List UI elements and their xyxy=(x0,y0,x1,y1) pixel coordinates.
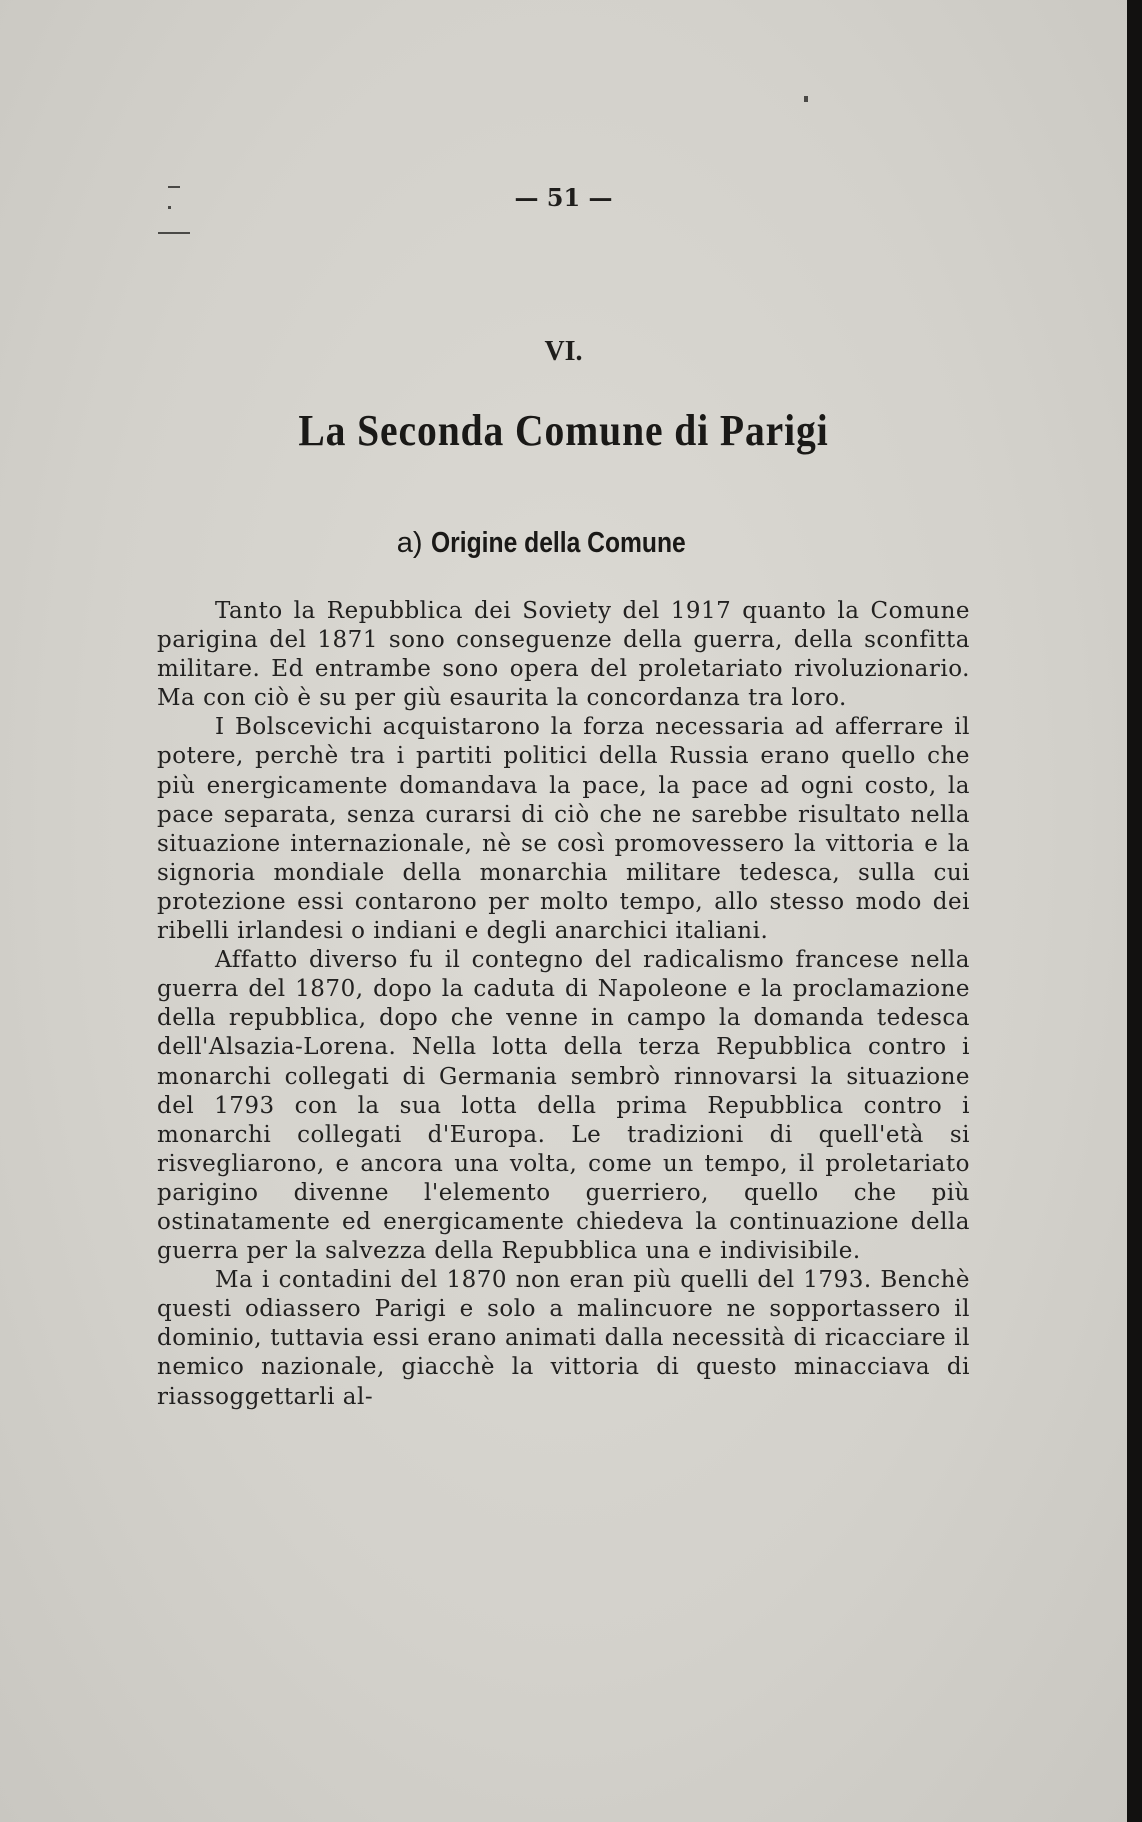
ink-speck xyxy=(158,232,190,234)
page-edge-shadow xyxy=(1127,0,1142,1822)
paragraph: Ma i contadini del 1870 non eran più quelli del 1793. Benchè questi odiassero Parigi e solo a malincuore ne sopportassero il dominio, tuttavia essi erano animati dalla necessità di ricacciare il nemico nazionale, giacchè la vittoria di questo minacciava di riassoggettarli al- xyxy=(157,1267,970,1410)
chapter-number: VI. xyxy=(544,336,583,367)
page-number: — 51 — xyxy=(514,183,613,212)
paragraph: Affatto diverso fu il contegno del radicalismo francese nella guerra del 1870, dopo la caduta di Napoleone e la proclamazione della repubblica, dopo che venne in campo la domanda tedesca dell'Alsazia-Lorena. Nella lotta della terza Repubblica contro i monarchi collegati di Germania sembrò rinnovarsi la situazione del 1793 con la sua lotta della prima Repubblica contro i monarchi collegati d'Europa. Le tradizioni di quell'età si risvegliarono, e ancora una volta, come un tempo, il proletariato parigino divenne l'elemento guerriero, quello che più ostinatamente ed energicamente chiedeva la continuazione della guerra per la salvezza della Repubblica una e indivisibile. xyxy=(157,947,970,1265)
section-title: Origine della Comune xyxy=(430,527,686,559)
ink-speck xyxy=(804,96,808,102)
body-text xyxy=(157,597,970,1412)
section-marker: a) xyxy=(396,527,423,559)
chapter-title: La Seconda Comune di Parigi xyxy=(298,406,829,455)
section-heading xyxy=(0,527,1127,560)
paragraph: Tanto la Repubblica dei Soviety del 1917 quanto la Comune parigina del 1871 sono conseguenze della guerra, della sconfitta militare. Ed entrambe sono opera del proletariato rivoluzionario. Ma con ciò è su per giù esaurita la concordanza tra loro. xyxy=(157,598,970,712)
paragraph: I Bolscevichi acquistarono la forza necessaria ad afferrare il potere, perchè tra i partiti politici della Russia erano quello che più energicamente domandava la pace, la pace ad ogni costo, la pace separata, senza curarsi di ciò che ne sarebbe risultato nella situazione internazionale, nè se così promovessero la vittoria e la signoria mondiale della monarchia militare tedesca, sulla cui protezione essi contarono per molto tempo, allo stesso modo dei ribelli irlandesi o indiani e degli anarchici italiani. xyxy=(157,714,970,945)
